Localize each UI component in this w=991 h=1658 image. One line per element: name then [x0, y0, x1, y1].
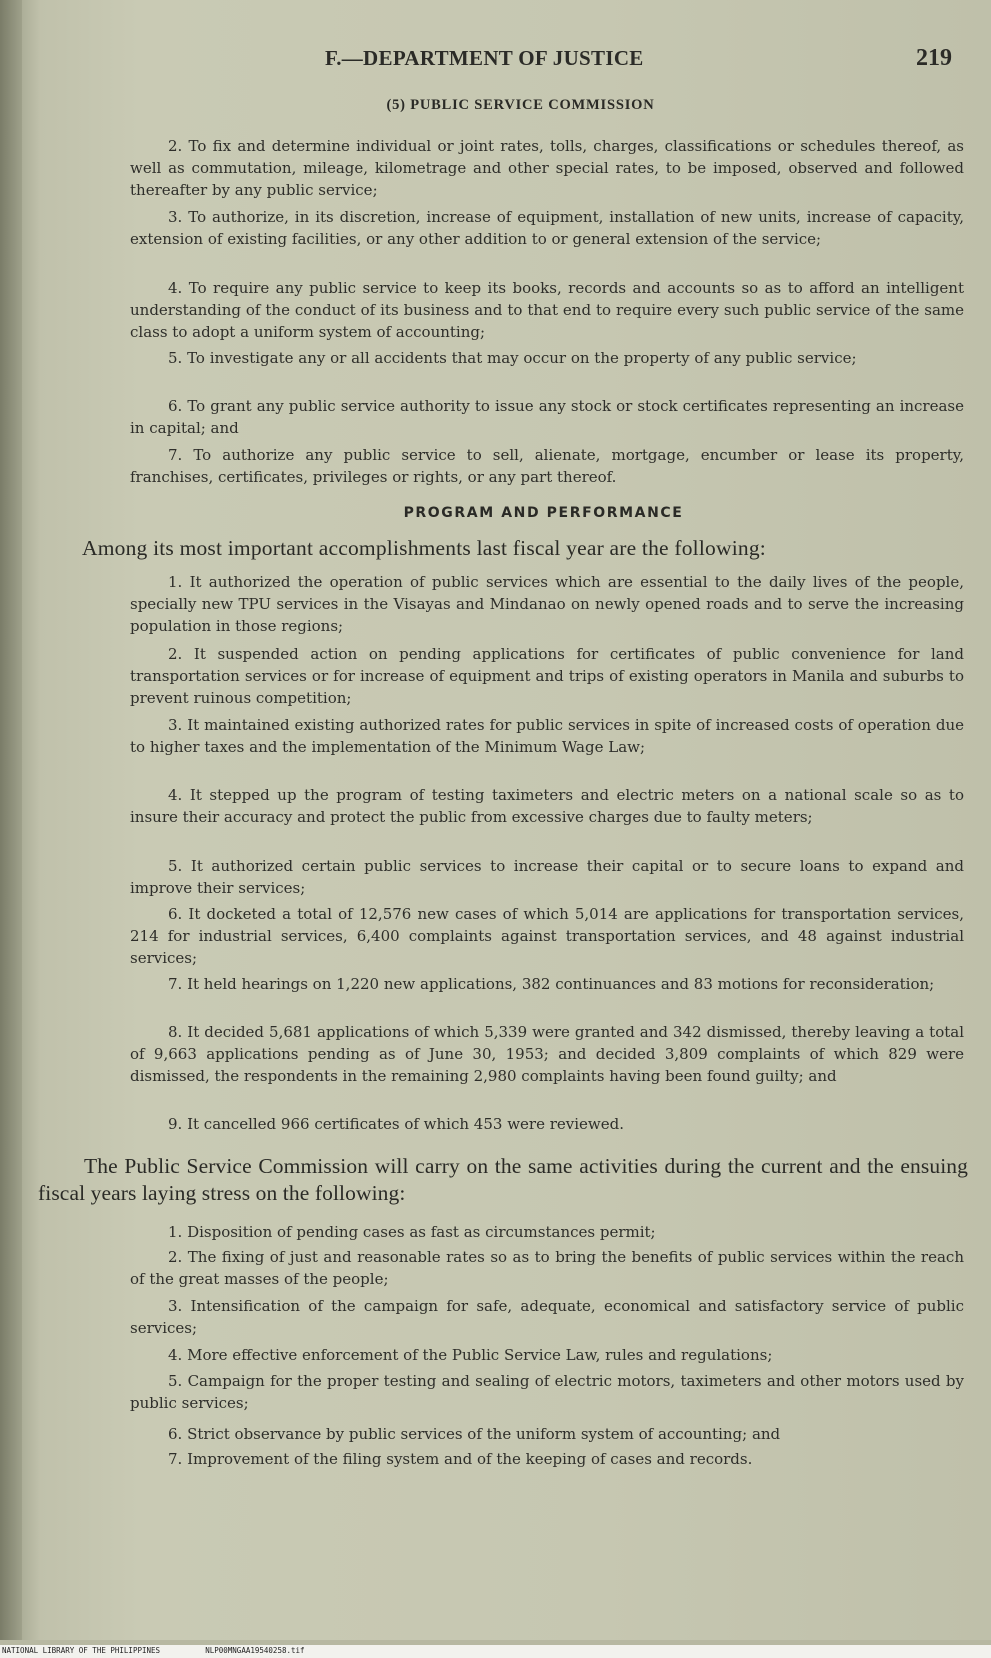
- plan-item: 7. Improvement of the filing system and of the keeping of cases and records.: [168, 1450, 753, 1468]
- accomplishment-item: 6. It docketed a total of 12,576 new cases of which 5,014 are applications for transportation services, 214 for industrial services, 6,400 complaints against transportation services, and 48 against industrial services;: [130, 905, 964, 967]
- closing-intro: The Public Service Commission will carry on the same activities during the current and the ensuing fiscal years laying stress on the following:: [38, 1154, 968, 1205]
- accomplishment-item: 5. It authorized certain public services to increase their capital or to secure loans to expand and improve their services;: [130, 857, 964, 897]
- accomplishment-item: 1. It authorized the operation of public services which are essential to the daily lives of the people, specially new TPU services in the Visayas and Mindanao on newly opened roads and to serve the increasing population in those regions;: [130, 573, 964, 635]
- function-item: 5. To investigate any or all accidents that may occur on the property of any public service;: [168, 349, 857, 367]
- accomplishment-item: 2. It suspended action on pending applications for certificates of public convenience for land transportation services or for increase of equipment and trips of existing operators in Manila and suburbs to prevent ruinous competition;: [130, 645, 964, 707]
- accomplishment-item: 9. It cancelled 966 certificates of which 453 were reviewed.: [168, 1115, 625, 1133]
- footer-file: NLP00MNGAA19540258.tif: [205, 1646, 305, 1655]
- accomplishment-item: 7. It held hearings on 1,220 new applications, 382 continuances and 83 motions for reconsideration;: [168, 975, 935, 993]
- accomplishment-item: 4. It stepped up the program of testing taximeters and electric meters on a national scale so as to insure their accuracy and protect the public from excessive charges due to faulty meters;: [130, 786, 964, 826]
- page-number: 219: [916, 45, 952, 71]
- plan-item: 1. Disposition of pending cases as fast as circumstances permit;: [168, 1223, 656, 1241]
- program-title: PROGRAM AND PERFORMANCE: [403, 505, 684, 521]
- section-title: (5) PUBLIC SERVICE COMMISSION: [386, 97, 655, 113]
- accomplishment-item: 8. It decided 5,681 applications of which 5,339 were granted and 342 dismissed, thereby leaving a total of 9,663 applications pending as of June 30, 1953; and decided 3,809 complaints of which 829 were dismissed, the respondents in the remaining 2,980 complaints having been found guilty; and: [130, 1023, 964, 1085]
- footer-text: [2, 1646, 305, 1655]
- plan-item: 3. Intensification of the campaign for safe, adequate, economical and satisfactory service of public services;: [130, 1297, 964, 1337]
- plan-item: 6. Strict observance by public services of the uniform system of accounting; and: [168, 1425, 781, 1443]
- function-item: 7. To authorize any public service to sell, alienate, mortgage, encumber or lease its property, franchises, certificates, privileges or rights, or any part thereof.: [130, 446, 964, 486]
- plan-item: 5. Campaign for the proper testing and sealing of electric motors, taximeters and other motors used by public services;: [130, 1372, 964, 1412]
- footer-library: NATIONAL LIBRARY OF THE PHILIPPINES: [2, 1646, 161, 1655]
- running-head: F.—DEPARTMENT OF JUSTICE: [325, 46, 644, 70]
- plan-item: 2. The fixing of just and reasonable rates so as to bring the benefits of public services within the reach of the great masses of the people;: [130, 1248, 964, 1288]
- function-item: 3. To authorize, in its discretion, increase of equipment, installation of new units, increase of capacity, extension of existing facilities, or any other addition to or general extension of the service;: [130, 208, 964, 248]
- plan-item: 4. More effective enforcement of the Public Service Law, rules and regulations;: [168, 1346, 773, 1364]
- function-item: 6. To grant any public service authority to issue any stock or stock certificates representing an increase in capital; and: [130, 397, 964, 437]
- function-item: 4. To require any public service to keep its books, records and accounts so as to afford an intelligent understanding of the conduct of its business and to that end to require every such public service of the same class to adopt a uniform system of accounting;: [130, 279, 964, 341]
- program-intro: Among its most important accomplishments last fiscal year are the following:: [82, 536, 766, 560]
- function-item: 2. To fix and determine individual or joint rates, tolls, charges, classifications or schedules thereof, as well as commutation, mileage, kilometrage and other special rates, to be imposed, observed and followed thereafter by any public service;: [130, 137, 964, 199]
- page-spine-shadow: [0, 0, 22, 1640]
- accomplishment-item: 3. It maintained existing authorized rates for public services in spite of increased costs of operation due to higher taxes and the implementation of the Minimum Wage Law;: [130, 716, 964, 756]
- page-header: [0, 46, 991, 76]
- scan-footer: [0, 1645, 991, 1658]
